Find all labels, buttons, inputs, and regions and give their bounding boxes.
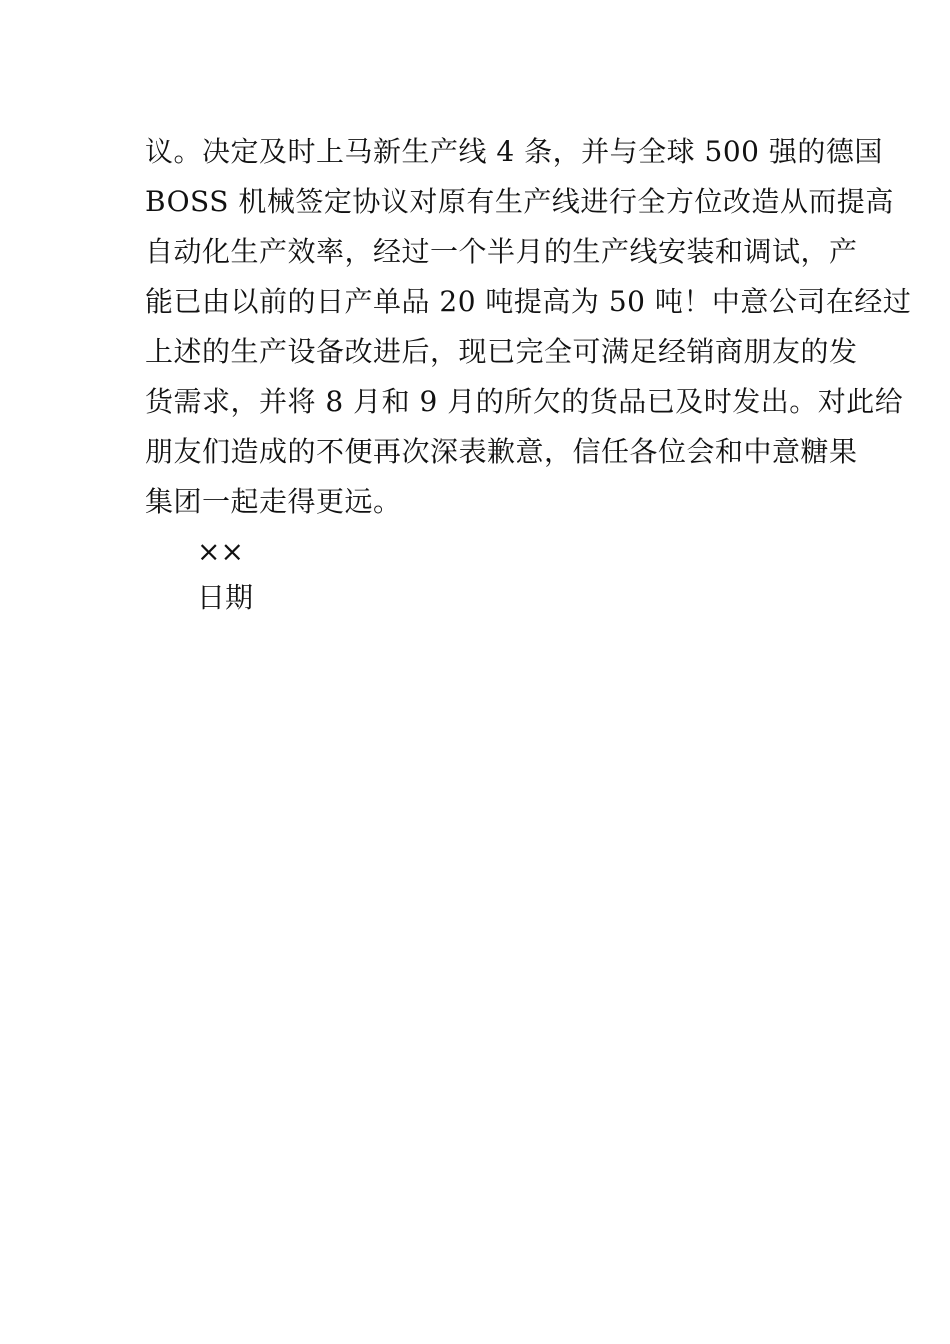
- paragraph-line: 集团一起走得更远。: [145, 485, 402, 518]
- paragraph-line: 能已由以前的日产单品 20 吨提高为 50 吨！中意公司在经过: [145, 285, 912, 318]
- paragraph-line: BOSS 机械签定协议对原有生产线进行全方位改造从而提高: [145, 185, 894, 218]
- paragraph-line: 朋友们造成的不便再次深表歉意，信任各位会和中意糖果: [145, 435, 858, 468]
- paragraph-line: 上述的生产设备改进后，现已完全可满足经销商朋友的发: [145, 335, 858, 368]
- paragraph-line: 议。决定及时上马新生产线 4 条，并与全球 500 强的德国: [145, 135, 883, 168]
- paragraph-line: 自动化生产效率，经过一个半月的生产线安装和调试，产: [145, 235, 858, 268]
- signature-date: 日期: [197, 581, 254, 614]
- document-body: [145, 127, 912, 621]
- paragraph-line: 货需求，并将 8 月和 9 月的所欠的货品已及时发出。对此给: [145, 385, 904, 418]
- signature-name: ××: [197, 535, 244, 568]
